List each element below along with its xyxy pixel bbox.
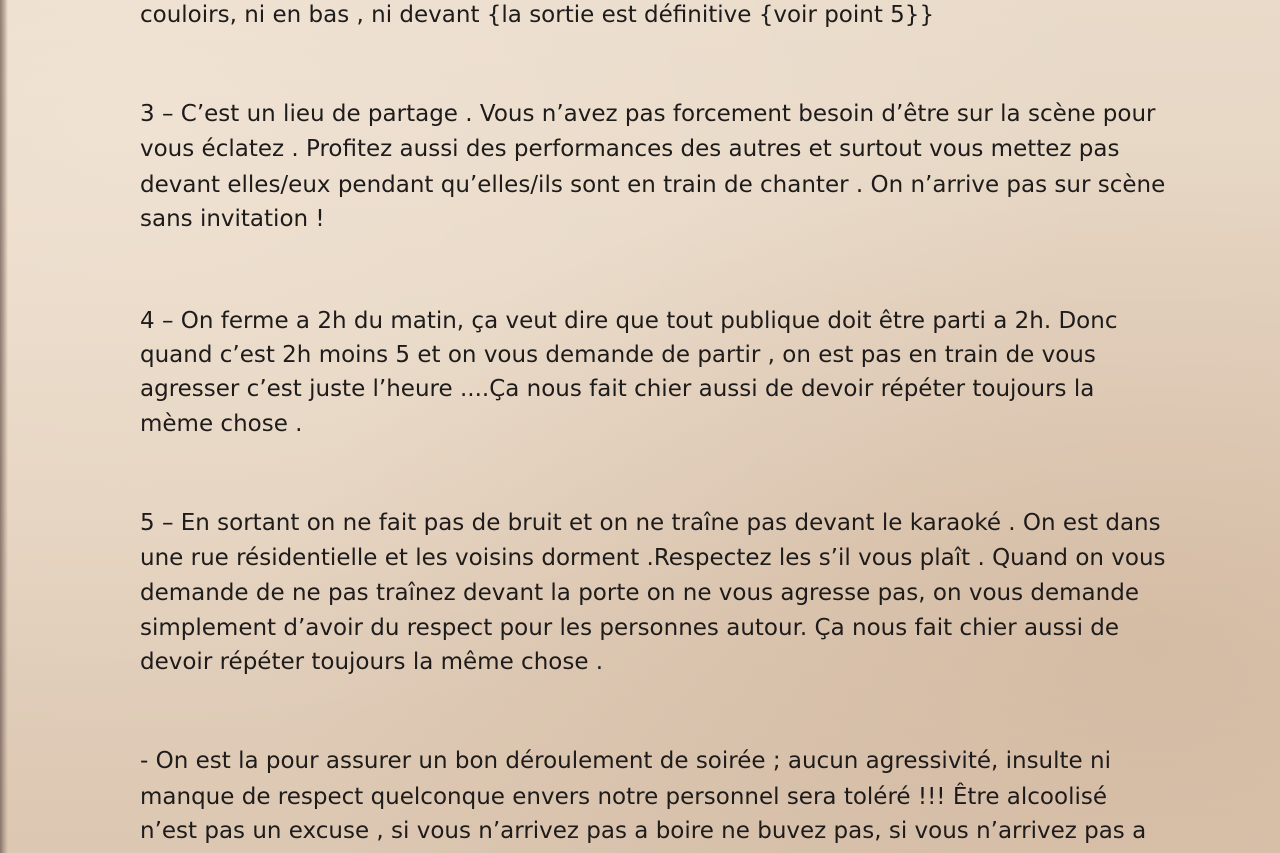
document-line: couloirs, ni en bas , ni devant {la sortie est définitive {voir point 5}} [140, 2, 935, 28]
document-line: sans invitation ! [140, 206, 325, 232]
document-line: 3 – C’est un lieu de partage . Vous n’avez pas forcement besoin d’être sur la scène pour [140, 101, 1156, 127]
document-line: agresser c’est juste l’heure ....Ça nous fait chier aussi de devoir répéter toujours la [140, 376, 1095, 402]
document-line: quand c’est 2h moins 5 et on vous demande de partir , on est pas en train de vous [140, 342, 1096, 368]
paper-left-edge [0, 0, 8, 853]
document-line: une rue résidentielle et les voisins dorment .Respectez les s’il vous plaît . Quand on vous [140, 545, 1166, 571]
document-line: demande de ne pas traînez devant la porte on ne vous agresse pas, on vous demande [140, 580, 1139, 606]
document-line: - On est la pour assurer un bon déroulement de soirée ; aucun agressivité, insulte ni [140, 748, 1111, 774]
document-line: 4 – On ferme a 2h du matin, ça veut dire que tout publique doit être parti a 2h. Donc [140, 308, 1118, 334]
document-line: simplement d’avoir du respect pour les personnes autour. Ça nous fait chier aussi de [140, 615, 1120, 641]
document-line: devant elles/eux pendant qu’elles/ils sont en train de chanter . On n’arrive pas sur scène [140, 172, 1166, 198]
document-line: devoir répéter toujours la même chose . [140, 649, 604, 675]
document-line: vous éclatez . Profitez aussi des performances des autres et surtout vous mettez pas [140, 136, 1120, 162]
document-line: n’est pas un excuse , si vous n’arrivez pas a boire ne buvez pas, si vous n’arrivez pas a [140, 818, 1147, 844]
document-line: mème chose . [140, 411, 303, 437]
document-line: manque de respect quelconque envers notre personnel sera toléré !!! Être alcoolisé [140, 784, 1107, 810]
document-line: 5 – En sortant on ne fait pas de bruit et on ne traîne pas devant le karaoké . On est dans [140, 510, 1161, 536]
